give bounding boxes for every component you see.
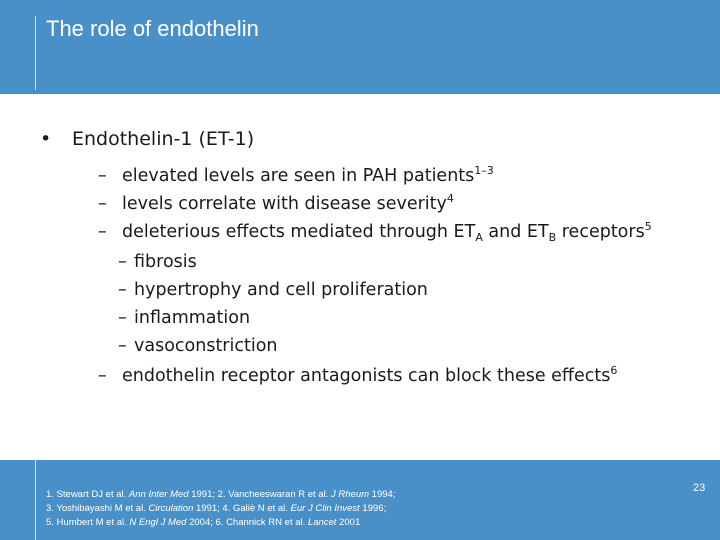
effect-text: inflammation — [134, 308, 251, 328]
reference-text: 1991; 2. Vancheeswaran R et al. — [188, 489, 331, 500]
journal-name: Eur J Clin Invest — [290, 503, 360, 514]
subbullet-text-main: endothelin receptor antagonists can block these effects — [122, 366, 611, 386]
journal-name: N Engl J Med — [129, 517, 187, 528]
dash-marker: – — [118, 252, 127, 272]
footer-bar — [0, 460, 720, 540]
dash-marker: – — [98, 366, 107, 386]
reference-text: 2004; 6. Channick RN et al. — [186, 517, 308, 528]
effect-text: vasoconstriction — [134, 336, 278, 356]
dash-marker: – — [98, 222, 107, 242]
citation-superscript: 5 — [644, 220, 652, 233]
subbullet-text — [122, 166, 494, 186]
subbullet-text-main: elevated levels are seen in PAH patients — [122, 166, 475, 186]
subbullet-text — [122, 194, 454, 214]
page-number: 23 — [693, 482, 706, 494]
footer-divider — [35, 460, 36, 540]
receptor-subscript-b: B — [548, 231, 557, 244]
reference-text: 1. Stewart DJ et al. — [46, 489, 129, 500]
header-divider — [35, 16, 36, 90]
references — [46, 488, 395, 530]
bullet-text: Endothelin-1 (ET-1) — [72, 128, 255, 150]
reference-text: 5. Humbert M et al. — [46, 517, 130, 528]
bullet-marker: • — [40, 128, 52, 150]
dash-marker: – — [98, 194, 107, 214]
receptor-subscript-a: A — [475, 231, 483, 244]
journal-name: J Rheum — [331, 489, 370, 500]
slide-title: The role of endothelin — [46, 16, 259, 41]
reference-line-2 — [46, 502, 395, 516]
citation-superscript: 6 — [610, 364, 618, 377]
subbullet-text-part: receptors — [556, 222, 645, 242]
journal-name: Circulation — [148, 503, 194, 514]
subbullet-text-part: deleterious effects mediated through ET — [122, 222, 476, 242]
journal-name: Ann Inter Med — [128, 489, 189, 500]
dash-marker: – — [118, 308, 127, 328]
reference-text: 2001 — [336, 517, 361, 528]
effect-text: fibrosis — [134, 252, 197, 272]
subbullet-text-main: levels correlate with disease severity — [122, 194, 447, 214]
subbullet-text — [122, 366, 617, 386]
reference-text: 1996; — [359, 503, 387, 514]
subbullet-text-part: and ET — [482, 222, 549, 242]
journal-name: Lancet — [307, 517, 337, 528]
reference-line-3 — [46, 516, 395, 530]
dash-marker: – — [118, 336, 127, 356]
reference-text: 1991; 4. Galiè N et al. — [193, 503, 291, 514]
effect-text: hypertrophy and cell proliferation — [134, 280, 428, 300]
reference-text: 3. Yoshibayashi M et al. — [46, 503, 149, 514]
citation-superscript: 1–3 — [474, 164, 494, 177]
title-bar — [0, 0, 720, 94]
subbullet-text — [122, 222, 652, 242]
dash-marker: – — [98, 166, 107, 186]
dash-marker: – — [118, 280, 127, 300]
citation-superscript: 4 — [446, 192, 454, 205]
reference-text: 1994; — [369, 489, 396, 500]
reference-line-1 — [46, 488, 395, 502]
